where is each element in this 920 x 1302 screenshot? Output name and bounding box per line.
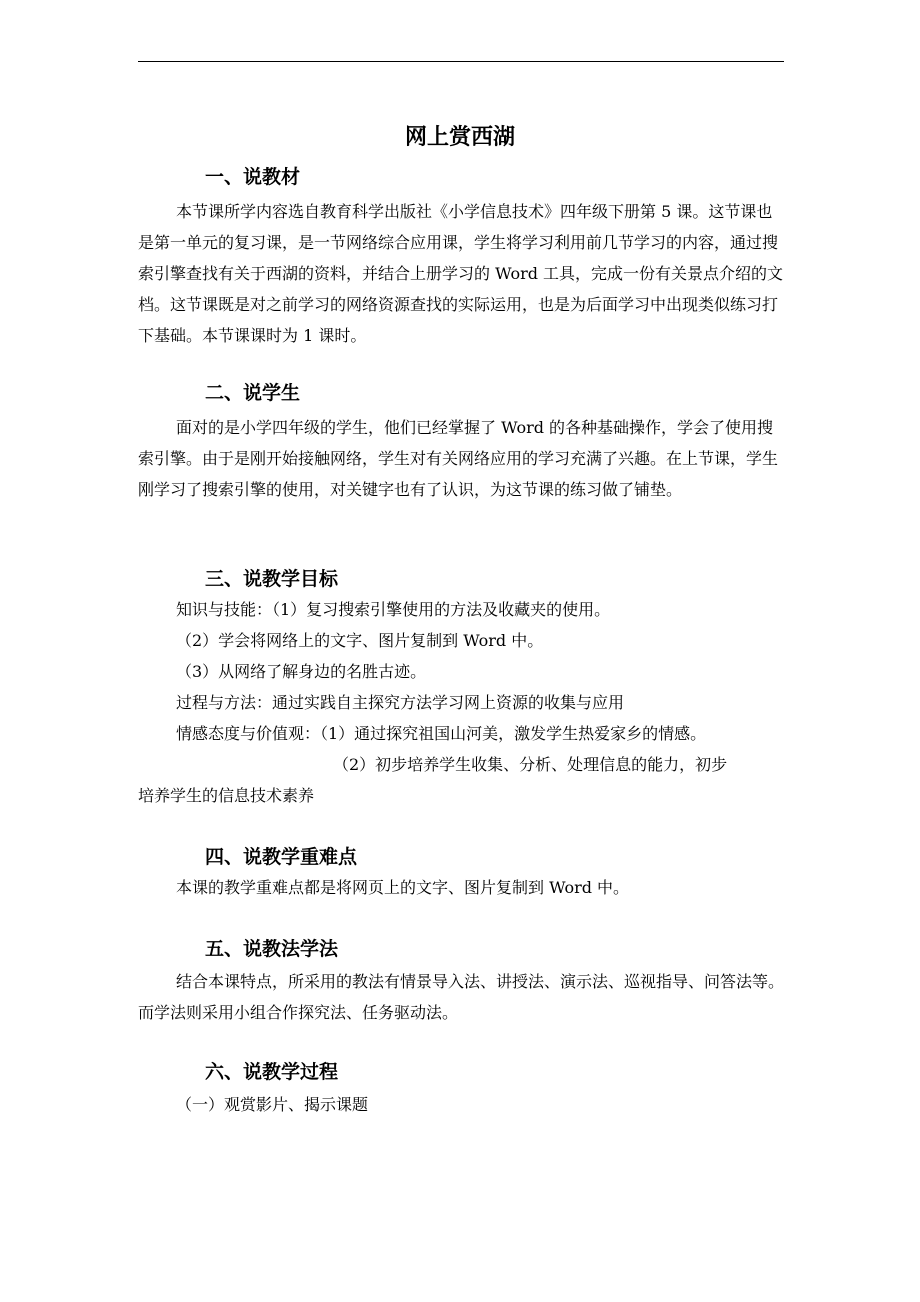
section-paragraph-key-points: 本课的教学重难点都是将网页上的文字、图片复制到 Word 中。	[176, 878, 630, 897]
section-paragraph-textbook	[138, 196, 784, 351]
objective-line: （2）初步培养学生收集、分析、处理信息的能力，初步	[333, 755, 728, 774]
objective-line: 过程与方法：通过实践自主探究方法学习网上资源的收集与应用	[176, 693, 625, 712]
section-paragraph-students	[138, 412, 784, 505]
objective-line: 情感态度与价值观：（1）通过探究祖国山河美，激发学生热爱家乡的情感。	[176, 724, 707, 743]
paragraph-text: 本节课所学内容选自教育科学出版社《小学信息技术》四年级下册第 5 课。这节课也是第一单元的复习课，是一节网络综合应用课，学生将学习利用前几节学习的内容，通过搜索引擎查找有关于西湖的资料，并结合上册学习的 Word 工具，完成一份有关景点介绍的文档。这节课既是对之前学习的网络资源查找的实际运用，也是为后面学习中出现类似练习打下基础。本节课课时为 1 课时。	[138, 202, 784, 345]
header-rule	[138, 61, 784, 62]
section-heading-students: 二、说学生	[205, 382, 301, 404]
document-title: 网上赏西湖	[404, 124, 515, 150]
objective-line: （3）从网络了解身边的名胜古迹。	[176, 662, 427, 681]
objective-line: 培养学生的信息技术素养	[138, 786, 315, 805]
process-line: （一）观赏影片、揭示课题	[176, 1095, 369, 1114]
section-heading-textbook: 一、说教材	[205, 166, 301, 188]
section-heading-objectives: 三、说教学目标	[205, 568, 339, 590]
section-heading-key-points: 四、说教学重难点	[205, 846, 358, 868]
objective-line: 知识与技能：（1）复习搜索引擎使用的方法及收藏夹的使用。	[176, 600, 611, 619]
section-heading-process: 六、说教学过程	[205, 1061, 339, 1083]
paragraph-text: 结合本课特点，所采用的教法有情景导入法、讲授法、演示法、巡视指导、问答法等。而学法则采用小组合作探究法、任务驱动法。	[138, 972, 785, 1022]
paragraph-text: 面对的是小学四年级的学生，他们已经掌握了 Word 的各种基础操作，学会了使用搜索引擎。由于是刚开始接触网络，学生对有关网络应用的学习充满了兴趣。在上节课，学生刚学习了搜索引擎的使用，对关键字也有了认识，为这节课的练习做了铺垫。	[138, 418, 779, 499]
section-paragraph-methods	[138, 966, 784, 1028]
objective-line: （2）学会将网络上的文字、图片复制到 Word 中。	[176, 631, 544, 650]
section-heading-methods: 五、说教法学法	[205, 938, 339, 960]
